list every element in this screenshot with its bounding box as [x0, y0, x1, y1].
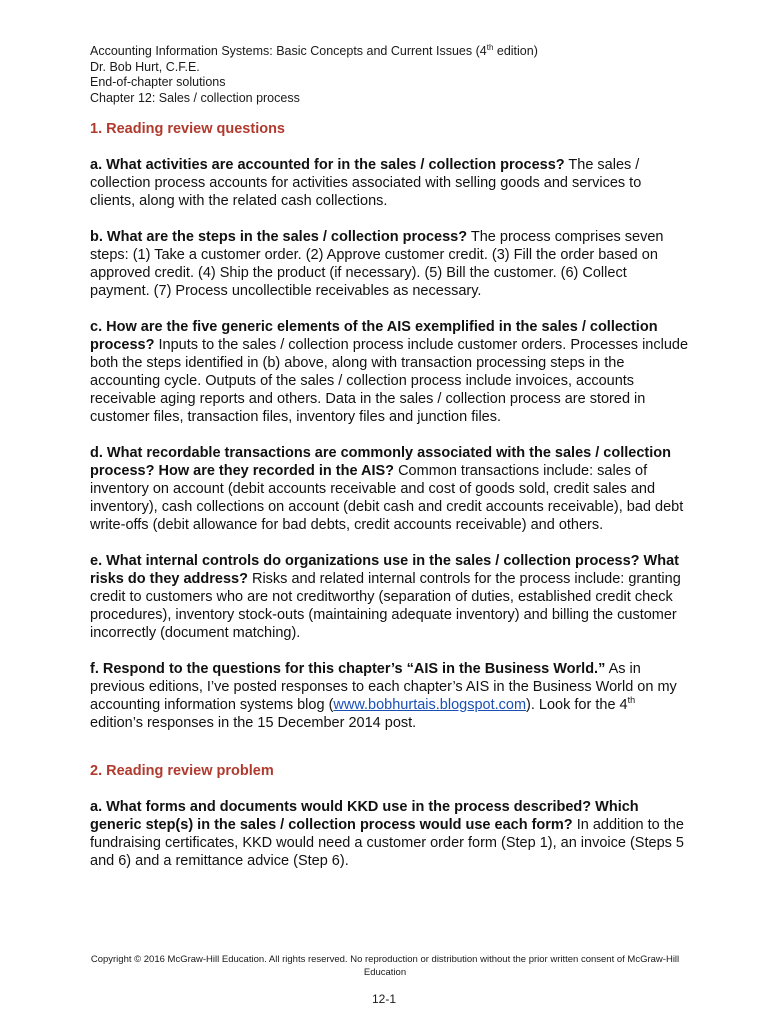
problem-a: a. What forms and documents would KKD use in the process described? Which generic step(s) in the sales / collection process would use each form? In addition to the fundraising certificates, KKD would need a customer order form (Step 1), an invoice (Steps 5 and 6) and a remittance advice (Step 6). — [90, 799, 684, 869]
chapter-title: Chapter 12: Sales / collection process — [90, 90, 300, 105]
question-d: d. What recordable transactions are commonly associated with the sales / collection process? How are they recorded in the AIS? Common transactions include: sales of inventory on account (debit accounts receivable and cost of goods sold, credit sales and inventory), cash collections on account (debit cash and credit accounts receivable), bad debt write-offs (debit allowance for bad debts, credit accounts receivable) and others. — [90, 445, 684, 533]
document-header — [90, 44, 690, 106]
question-e: e. What internal controls do organizations use in the sales / collection process? What risks do they address? Risks and related internal controls for the process include: granting credit to customers who are not creditworthy (separation of duties, established credit check procedures), inventory stock-outs (maintaining adequate inventory) and billing the customer incorrectly (document matching). — [90, 553, 681, 641]
doc-type: End-of-chapter solutions — [90, 75, 226, 89]
author: Dr. Bob Hurt, C.F.E. — [90, 59, 200, 74]
question-f: f. Respond to the questions for this chapter’s “AIS in the Business World.” As in previous editions, I’ve posted responses to each chapter’s AIS in the Business World on my accounting information systems blog (www.bobhurtais.blogspot.com). Look for the 4th edition’s responses in the 15 December 2014 post. — [90, 661, 677, 731]
book-title: Accounting Information Systems: Basic Concepts and Current Issues (4th edition) — [90, 42, 538, 58]
document-page — [90, 44, 690, 870]
copyright-footer: Copyright © 2016 McGraw-Hill Education. All rights reserved. No reproduction or distribution without the prior written consent of McGraw-Hill Education — [90, 954, 680, 978]
section-1-title: 1. Reading review questions — [90, 121, 285, 137]
blog-link[interactable]: www.bobhurtais.blogspot.com — [333, 697, 527, 713]
question-c: c. How are the five generic elements of the AIS exemplified in the sales / collection process? Inputs to the sales / collection process include customer orders. Processes include both the steps identified in (b) above, along with transaction processing steps in the accounting cycle. Outputs of the sales / collection process include invoices, accounts receivable aging reports and others. Data in the sales / collection process are stored in customer files, transaction files, inventory files and junction files. — [90, 319, 689, 425]
page-number: 12-1 — [371, 992, 397, 1006]
question-b: b. What are the steps in the sales / collection process? The process comprises seven steps: (1) Take a customer order. (2) Approve customer credit. (3) Fill the order based on approved credit. (4) Ship the product (if necessary). (5) Bill the customer. (6) Collect payment. (7) Process uncollectible receivables as necessary. — [90, 229, 664, 299]
question-a: a. What activities are accounted for in the sales / collection process? The sales / collection process accounts for activities associated with selling goods and services to clients, along with the related cash collections. — [90, 157, 642, 209]
section-2-title: 2. Reading review problem — [90, 763, 274, 779]
